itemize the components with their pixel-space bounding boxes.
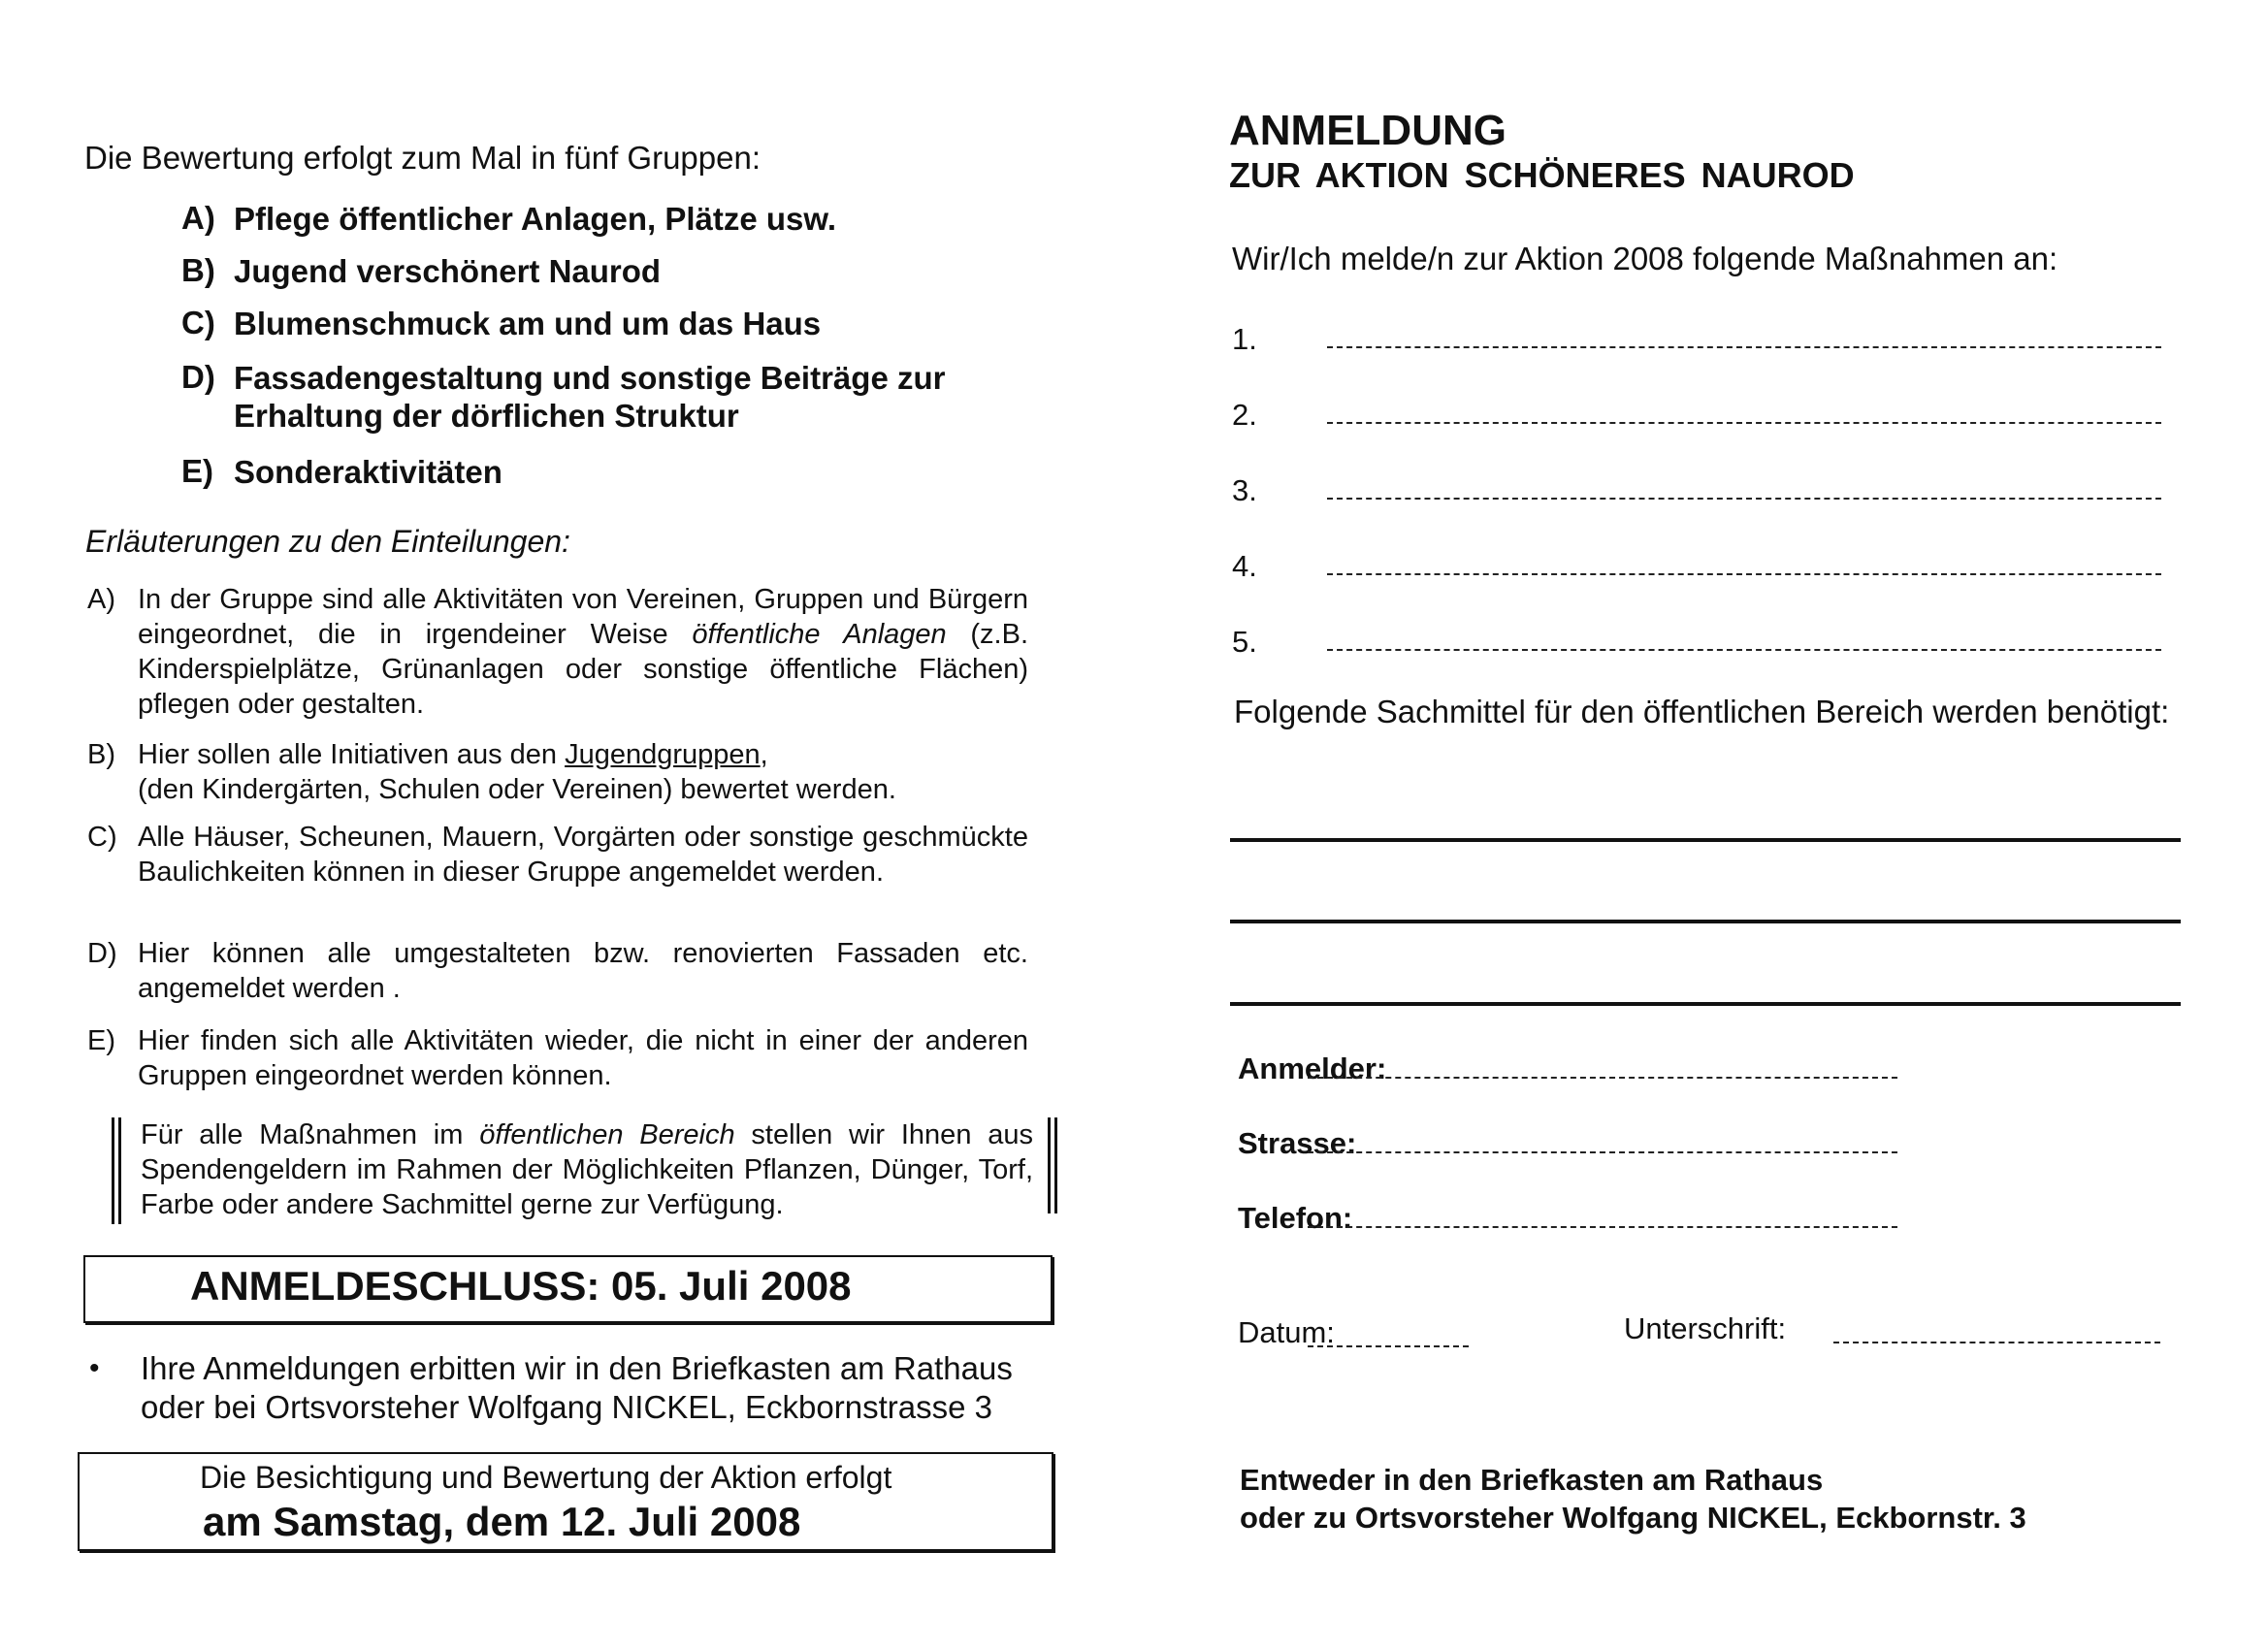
street-input[interactable] — [1308, 1151, 1897, 1153]
inspection-date: am Samstag, dem 12. Juli 2008 — [203, 1499, 801, 1544]
materials-input-3[interactable] — [1230, 1002, 2181, 1006]
right-double-bar — [1054, 1117, 1057, 1213]
form-subtitle: ZUR AKTION SCHÖNERES NAUROD — [1229, 155, 1855, 195]
form-title: ANMELDUNG — [1229, 107, 1507, 154]
text-segment: Für alle Maßnahmen im — [141, 1119, 480, 1150]
group-title-line2: Erhaltung der dörflichen Struktur — [234, 398, 739, 434]
text-segment: , — [760, 739, 768, 770]
phone-input[interactable] — [1308, 1226, 1897, 1228]
submission-line-2: oder bei Ortsvorsteher Wolfgang NICKEL, Eckbornstrasse 3 — [141, 1389, 992, 1425]
return-line-1: Entweder in den Briefkasten am Rathaus — [1240, 1463, 1824, 1497]
text-segment: (den Kindergärten, Schulen oder Vereinen) bewertet werden. — [138, 774, 896, 805]
emphasis-public-facilities: öffentliche Anlagen — [692, 619, 947, 650]
explanation-c — [87, 820, 1028, 890]
explanation-text: Hier finden sich alle Aktivitäten wieder, die nicht in einer der anderen Gruppen eingeordnet werden können. — [138, 1025, 1028, 1091]
applicant-label: Anmelder: — [1238, 1051, 1387, 1085]
materials-input-1[interactable] — [1230, 838, 2181, 842]
materials-input-2[interactable] — [1230, 920, 2181, 923]
measure-number: 3. — [1232, 473, 1257, 507]
group-title: Sonderaktivitäten — [234, 454, 502, 490]
phone-label: Telefon: — [1238, 1201, 1353, 1235]
measure-input-3[interactable] — [1327, 498, 2161, 500]
signature-label: Unterschrift: — [1624, 1311, 1787, 1345]
right-double-bar — [1048, 1117, 1051, 1213]
group-title: Fassadengestaltung und sonstige Beiträge zur — [234, 360, 946, 396]
explanation-text — [138, 737, 1028, 807]
group-title: Pflege öffentlicher Anlagen, Plätze usw. — [234, 201, 837, 237]
emphasis-public-area: öffentlichen Bereich — [479, 1119, 735, 1150]
inspection-line-1: Die Besichtigung und Bewertung der Aktion erfolgt — [200, 1460, 892, 1495]
text-segment: In der Gruppe sind alle Aktivitäten von Vereinen, Gruppen und Bürgern eingeordnet, die in irgendeiner Weise — [138, 584, 1028, 650]
explanation-label: B) — [87, 739, 115, 770]
group-label: C) — [181, 305, 215, 340]
group-title: Jugend verschönert Naurod — [234, 253, 662, 289]
measure-number: 5. — [1232, 625, 1257, 659]
materials-prompt: Folgende Sachmittel für den öffentlichen Bereich werden benötigt: — [1234, 694, 2170, 729]
explanations-heading: Erläuterungen zu den Einteilungen: — [85, 524, 570, 559]
deadline-text: ANMELDESCHLUSS: 05. Juli 2008 — [190, 1263, 852, 1309]
explanation-text: Hier können alle umgestalteten bzw. renovierten Fassaden etc. angemeldet werden . — [138, 938, 1028, 1004]
support-note-text — [141, 1117, 1033, 1222]
street-label: Strasse: — [1238, 1126, 1357, 1160]
measure-input-5[interactable] — [1327, 649, 2161, 651]
deadline-box — [83, 1255, 1053, 1323]
support-note-box — [112, 1117, 1057, 1224]
groups-intro: Die Bewertung erfolgt zum Mal in fünf Gruppen: — [84, 140, 761, 176]
underlined-youth-groups: Jugendgruppen — [565, 739, 761, 770]
measure-input-1[interactable] — [1327, 346, 2161, 348]
bullet-icon: • — [89, 1352, 100, 1384]
inspection-box — [78, 1452, 1053, 1551]
explanation-b — [87, 737, 1028, 807]
explanation-e — [87, 1023, 1028, 1093]
explanation-label: C) — [87, 822, 117, 853]
left-double-bar — [118, 1117, 121, 1224]
explanation-text: Alle Häuser, Scheunen, Mauern, Vorgärten oder sonstige geschmückte Baulichkeiten können in dieser Gruppe angemeldet werden. — [138, 822, 1028, 888]
explanation-label: A) — [87, 584, 115, 615]
measures-intro: Wir/Ich melde/n zur Aktion 2008 folgende Maßnahmen an: — [1232, 241, 2058, 276]
text-segment: (z.B. Kinderspielplätze, Grünanlagen oder sonstige öffentliche Flächen) pflegen oder gestalten. — [138, 619, 1029, 720]
text-segment: stellen wir Ihnen aus Spendengeldern im Rahmen der Möglichkeiten Pflanzen, Dünger, Torf, Farbe oder andere Sachmittel gerne zur Verfügung. — [141, 1119, 1033, 1220]
signature-input[interactable] — [1833, 1342, 2160, 1343]
date-input[interactable] — [1308, 1345, 1469, 1347]
group-label: B) — [181, 252, 215, 288]
explanation-a — [87, 582, 1028, 722]
explanation-label: D) — [87, 938, 117, 969]
return-line-2: oder zu Ortsvorsteher Wolfgang NICKEL, Eckbornstr. 3 — [1240, 1501, 2026, 1535]
measure-number: 2. — [1232, 398, 1257, 432]
explanation-text — [138, 582, 1028, 722]
measure-number: 4. — [1232, 549, 1257, 583]
explanation-d — [87, 936, 1028, 1006]
measure-number: 1. — [1232, 322, 1257, 356]
group-label: D) — [181, 359, 215, 395]
applicant-input[interactable] — [1308, 1077, 1897, 1079]
group-title: Blumenschmuck am und um das Haus — [234, 306, 822, 341]
group-label: A) — [181, 200, 215, 236]
submission-line-1: Ihre Anmeldungen erbitten wir in den Briefkasten am Rathaus — [141, 1350, 1013, 1386]
date-label: Datum: — [1238, 1315, 1335, 1349]
measure-input-2[interactable] — [1327, 422, 2161, 424]
left-double-bar — [112, 1117, 114, 1224]
group-label: E) — [181, 453, 213, 489]
explanation-label: E) — [87, 1025, 115, 1056]
measure-input-4[interactable] — [1327, 573, 2161, 575]
text-segment: Hier sollen alle Initiativen aus den — [138, 739, 566, 770]
